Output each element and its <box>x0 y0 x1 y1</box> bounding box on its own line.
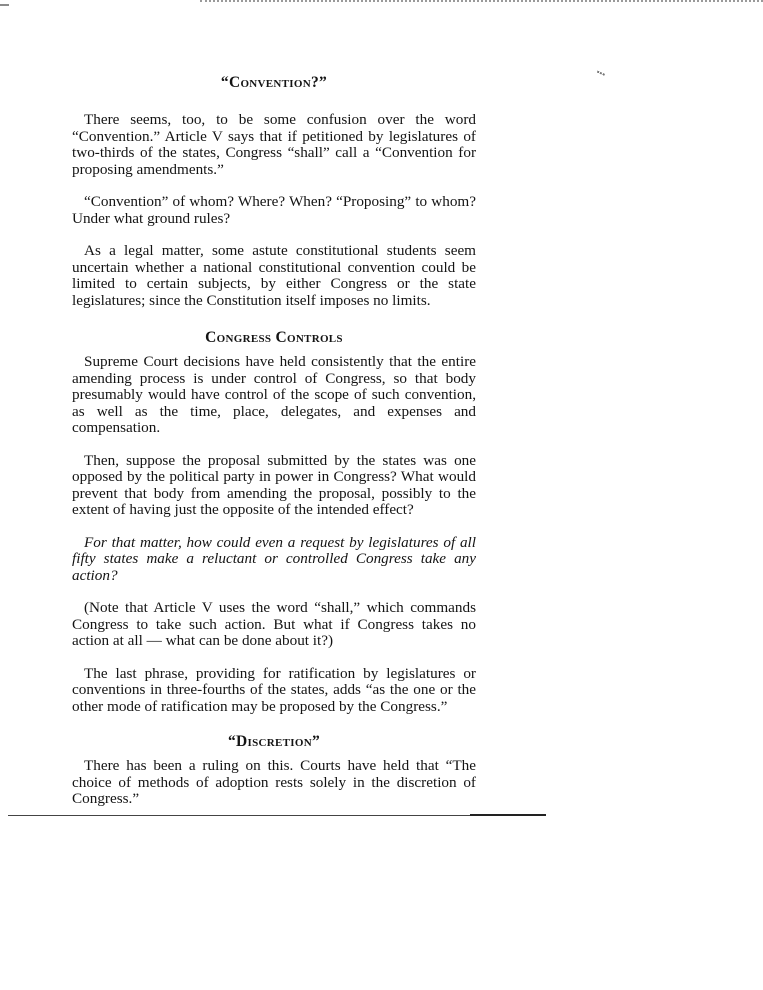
paragraph: The last phrase, providing for ratification by legislatures or conventions in three-fourths of the states, adds “as the one or the other mode of ratification may be proposed by the Congress.” <box>72 664 476 715</box>
corner-scan-mark <box>0 4 9 6</box>
paragraph: There has been a ruling on this. Courts have held that “The choice of methods of adoption rests solely in the discretion of Congress.” <box>72 757 476 807</box>
bottom-rule-thick-segment <box>470 814 546 816</box>
paragraph: “Convention” of whom? Where? When? “Proposing” to whom? Under what ground rules? <box>72 193 476 227</box>
section-heading-convention: “Convention?” <box>220 74 328 91</box>
scan-speck <box>595 71 605 80</box>
paragraph: There seems, too, to be some confusion over the word “Convention.” Article V says that if petitioned by legislatures of two-thirds of the states, Congress “shall” call a “Convention for proposing amendments.” <box>72 111 476 178</box>
italic-paragraph: For that matter, how could even a request by legislatures of all fifty states make a reluctant or controlled Congress take any action? <box>72 533 476 584</box>
paragraph: Supreme Court decisions have held consistently that the entire amending process is under control of Congress, so that body presumably would have control of the scope of such convention, as well as the time, place, delegates, and expenses and compensation. <box>72 353 476 436</box>
paragraph: (Note that Article V uses the word “shall,” which commands Congress to take such action. But what if Congress takes no action at all — what can be done about it?) <box>72 599 476 649</box>
bottom-rule <box>8 815 546 816</box>
section-heading-discretion: “Discretion” <box>227 733 321 750</box>
section-heading-congress-controls: Congress Controls <box>205 329 343 346</box>
paragraph: Then, suppose the proposal submitted by the states was one opposed by the political party in power in Congress? What would prevent that body from amending the proposal, possibly to the extent of having just the opposite of the intended effect? <box>72 451 476 518</box>
top-edge-dots <box>200 0 763 5</box>
paragraph: As a legal matter, some astute constitutional students seem uncertain whether a national constitutional convention could be limited to certain subjects, by either Congress or the state legislatures; since the Constitution itself imposes no limits. <box>72 242 476 309</box>
document-page <box>72 74 476 808</box>
